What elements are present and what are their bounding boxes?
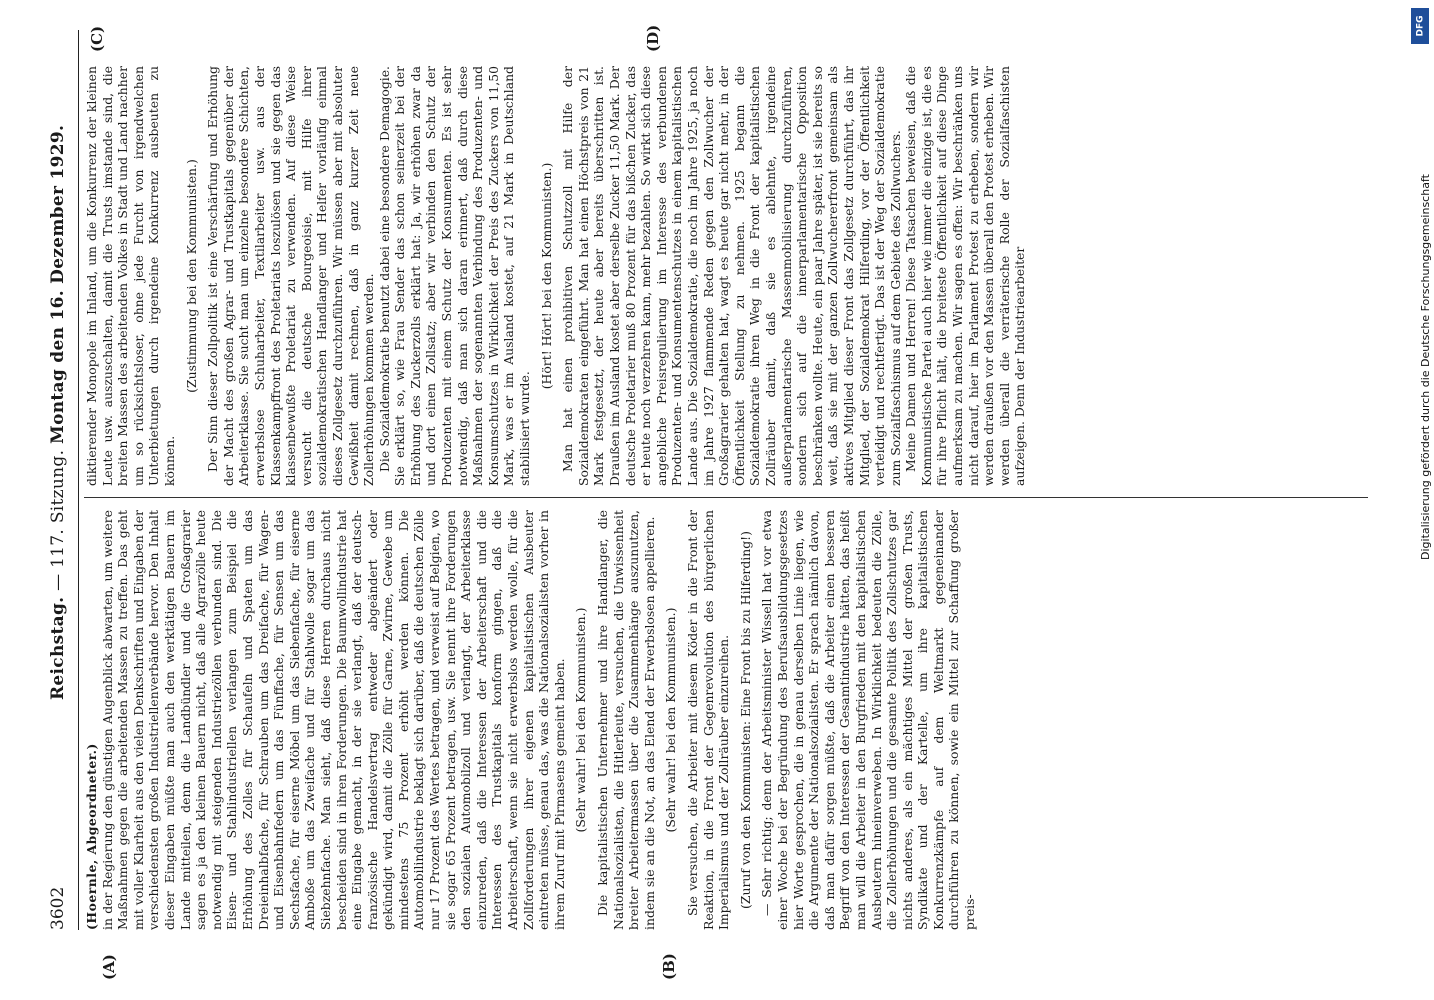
dfg-logo: DFG (1411, 8, 1429, 44)
digitization-credit-text: Digitalisierung gefördert durch die Deutsche Forschungsgemeinschaft (1419, 174, 1432, 560)
column-divider (84, 497, 1368, 498)
margin-mark-a: (A) (100, 954, 118, 980)
left-interjection-3: (Zuruf von den Kommunisten: Eine Front bis zu Hilferding!) (737, 531, 753, 909)
running-head (48, 125, 68, 700)
margin-mark-b: (B) (660, 953, 678, 980)
right-paragraph-4: Man hat einen prohibitiven Schutzzoll mit Hilfe der Sozialdemokraten eingeführt. Man hat einen Höchstpreis von 21 Mark festgesetzt, der heute aber bereits überschritten ist. Draußen im Ausland kostet aber derselbe Zucker 11,50 Mark. Der deutsche Proletarier muß 80 Prozent für das bißchen Zucker, das er heute noch verzehren kann, mehr bezahlen. So wirkt sich diese angebliche Preisregulierung im Interesse des verbundenen Produzenten- und Konsumentenschutzes in einem kapitalistischen Lande aus. Die Sozialdemokratie, die noch im Jahre 1925, ja noch im Jahre 1927 flammende Reden gegen den Zollwucher der Großagrarier gehalten hat, wagt es heute gar nicht mehr, in der Öffentlichkeit Stellung zu nehmen. 1925 begann die Sozialdemokratie ihren Weg in die Front der kapitalistischen Zollräuber damit, daß sie es ablehnte, irgendeine außerparlamentarische Massenmobilisierung durchzuführen, sondern sich auf die innerparlamentarische Opposition beschränken wollte. Heute, ein paar Jahre später, ist sie bereits so weit, daß sie mit der ganzen Zollwuchererfront gemeinsam als aktives Mitglied dieser Front das Zollgesetz durchführt, das ihr Mitglied, der Sozialdemokrat Hilferding, vor der Öffentlichkeit verteidigt und rechtfertigt. Das ist der Weg der Sozialdemokratie zum Sozialfaschismus auf dem Gebiete des Zollwuchers. (560, 66, 903, 486)
right-column (84, 66, 1368, 486)
page-number: 3602 (48, 886, 68, 930)
right-paragraph-3: Die Sozialdemokratie benutzt dabei eine besondere Demagogie. Sie erklärt so, wie Frau Sender das schon seinerzeit bei der Erhöhung des Zuckerzolls erklärt hat: Ja, wir erhöhen zwar da und dort einen Zollsatz; aber wir verbinden den Schutz der Produzenten mit einem Schutz der Konsumenten. Es ist sehr notwendig, daß man sich daran erinnert, daß durch diese Maßnahmen der sogenannten Verbindung des Produzenten- und Konsumschutzes in Wirklichkeit der Preis des Zuckers von 11,50 Mark, was er im Ausland kostet, auf 21 Mark in Deutschland stabilisiert wurde. (376, 66, 533, 486)
page-header (48, 30, 74, 930)
left-paragraph-2: Die kapitalistischen Unternehmer und ihre Handlanger, die Nationalsozialisten, die Hitlerleute, versuchen, die Unwissenheit breiter Arbeitermassen über die Zusammenhänge auszunutzen, indem sie an die Not, an das Elend der Erwerbslosen appellieren. (595, 510, 657, 930)
speaker-line: (Hoernle, Abgeordneter.) (84, 743, 99, 930)
left-interjection-2: (Sehr wahr! bei den Kommunisten.) (663, 607, 679, 833)
left-column (84, 510, 1368, 930)
header-rule (78, 30, 79, 930)
left-paragraph-1: in der Regierung den günstigen Augenblick abwarten, um weitere Maßnahmen gegen die arbeitenden Massen zu treffen. Das geht mit voller Klarheit aus den vielen Denkschriften und Eingaben der verschiedensten großen Industriellenverbände hervor. Den Inhalt dieser Eingaben müßte man auch den werktätigen Bauern im Lande mitteilen, denn die Landbündler und die Großagrarier sagen es ja den kleinen Bauern nicht, daß alle Agrarzölle heute notwendig mit steigenden Industriezöllen verbunden sind. Die Eisen- und Stahlindustriellen verlangen zum Beispiel die Erhöhung des Zolles für Schaufeln und Spaten um das Dreieinhalbfache, für Schrauben um das Dreifache, für Wagen- und Eisenbahnfedern um das Fünffache, für Sensen um das Sechsfache, für eiserne Möbel um das Siebenfache, für eiserne Amboße um das Zweifache und für Stahlwolle sogar um das Siebzehnfache. Man sieht, daß diese Herren durchaus nicht bescheiden sind in ihren Forderungen. Die Baumwollindustrie hat eine Eingabe gemacht, in der sie verlangt, daß der deutsch-französische Handelsvertrag entweder abgeändert oder gekündigt wird, damit die Zölle für Garne, Zwirne, Gewebe um mindestens 75 Prozent erhöht werden können. Die Automobilindustrie beklagt sich darüber, daß die deutschen Zölle nur 17 Prozent des Wertes betragen, und verweist auf Belgien, wo sie sogar 65 Prozent betragen, usw. Sie nennt ihre Forderungen den sozialen Automobilzoll und verlangt, der Arbeiterklasse einzureden, daß die Interessen der Arbeiterschaft und die Interessen des Trustkapitals konform gingen, daß die Arbeiterschaft, wenn sie nicht erwerbslos werden wolle, für die Zollforderungen ihrer eigenen kapitalistischen Ausbeuter eintreten müsse, genau das, was die Nationalsozialisten vorher in ihrem Zuruf mit Pirmasens gemeint haben. (99, 510, 567, 930)
left-interjection-1: (Sehr wahr! bei den Kommunisten.) (573, 607, 589, 833)
running-head-parliament: Reichstag. (48, 596, 68, 700)
right-interjection-1: (Zustimmung bei den Kommunisten.) (183, 159, 199, 393)
left-paragraph-4: — Sehr richtig; denn der Arbeitsminister Wissell hat vor etwa einer Woche bei der Begründung des Berufsausbildungsgesetzes hier Worte gesprochen, die in genau derselben Linie liegen, wie die Argumente der Nationalsozialisten. Er sprach nämlich davon, daß man dafür sorgen müßte, daß die Arbeiter einen besseren Begriff von den Interessen der Gesamtindustrie hätten, das heißt man will die Arbeiter in den Burgfrieden mit den kapitalistischen Ausbeutern hineinverweben. In Wirklichkeit bedeuten die Zölle, die Zollerhöhungen und die gesamte Politik des Zollschutzes gar nichts anderes, als ein mächtiges Mittel der großen Trusts, Syndikate und der Kartelle, um ihre kapitalistischen Konkurrenzkämpfe auf dem Weltmarkt gegeneinander durchführen zu können, sowie ein Mittel zur Schaffung großer preis- (759, 510, 978, 930)
right-paragraph-2: Der Sinn dieser Zollpolitik ist eine Verschärfung und Erhöhung der Macht des großen Agrar- und Trustkapitals gegenüber der Arbeiterklasse. Sie sucht man um einzelne besondere Schichten, erwerbslose Schuharbeiter, Textilarbeiter usw. aus der Klassenkampffront des Proletariats loszulösen und sie gegen das klassenbewußte Proletariat zu verwenden. Auf diese Weise versucht die deutsche Bourgeoisie, mit Hilfe ihrer sozialdemokratischen Handlanger und Helfer vorläufig einmal dieses Zollgesetz durchzuführen. Wir müssen aber mit absoluter Gewißheit damit rechnen, daß in ganz kurzer Zeit neue Zollerhöhungen kommen werden. (205, 66, 377, 486)
right-paragraph-5: Meine Damen und Herren! Diese Tatsachen beweisen, daß die Kommunistische Partei auch hier wie immer die einzige ist, die es für ihre Pflicht hält, die breiteste Öffentlichkeit auf diese Dinge aufmerksam zu machen. Wir sagen es offen: Wir beschränken uns nicht darauf, hier im Parlament Protest zu erheben, sondern wir werden draußen vor den Massen überall den Protest erheben. Wir werden überall die verräterische Rolle der Sozialfaschisten aufzeigen. Denn der Industriearbeiter (903, 66, 1028, 486)
right-interjection-2: (Hört! Hört! bei den Kommunisten.) (538, 162, 554, 390)
digitization-credit (1404, 0, 1434, 1000)
right-paragraph-1: diktierender Monopole im Inland, um die Konkurrenz der kleinen Leute usw. auszuschalten, damit die Trusts imstande sind, die breiten Massen des arbeitenden Volkes in Stadt und Land nachher um so rücksichtsloser, ohne jede Furcht von irgendwelchen Unterbietungen durch irgendeine Konkurrenz ausbeuten zu können. (84, 66, 177, 486)
margin-mark-d: (D) (644, 24, 662, 52)
margin-mark-c: (C) (88, 25, 106, 52)
text-columns (84, 24, 1368, 980)
left-paragraph-3: Sie versuchen, die Arbeiter mit diesem Köder in die Front der Reaktion, in die Front der Gegenrevolution des bürgerlichen Imperialismus und der Zollräuber einzureihen. (684, 510, 732, 930)
running-head-date: Montag den 16. Dezember 1929. (48, 124, 68, 445)
running-head-session: — 117. Sitzung. (48, 444, 68, 597)
